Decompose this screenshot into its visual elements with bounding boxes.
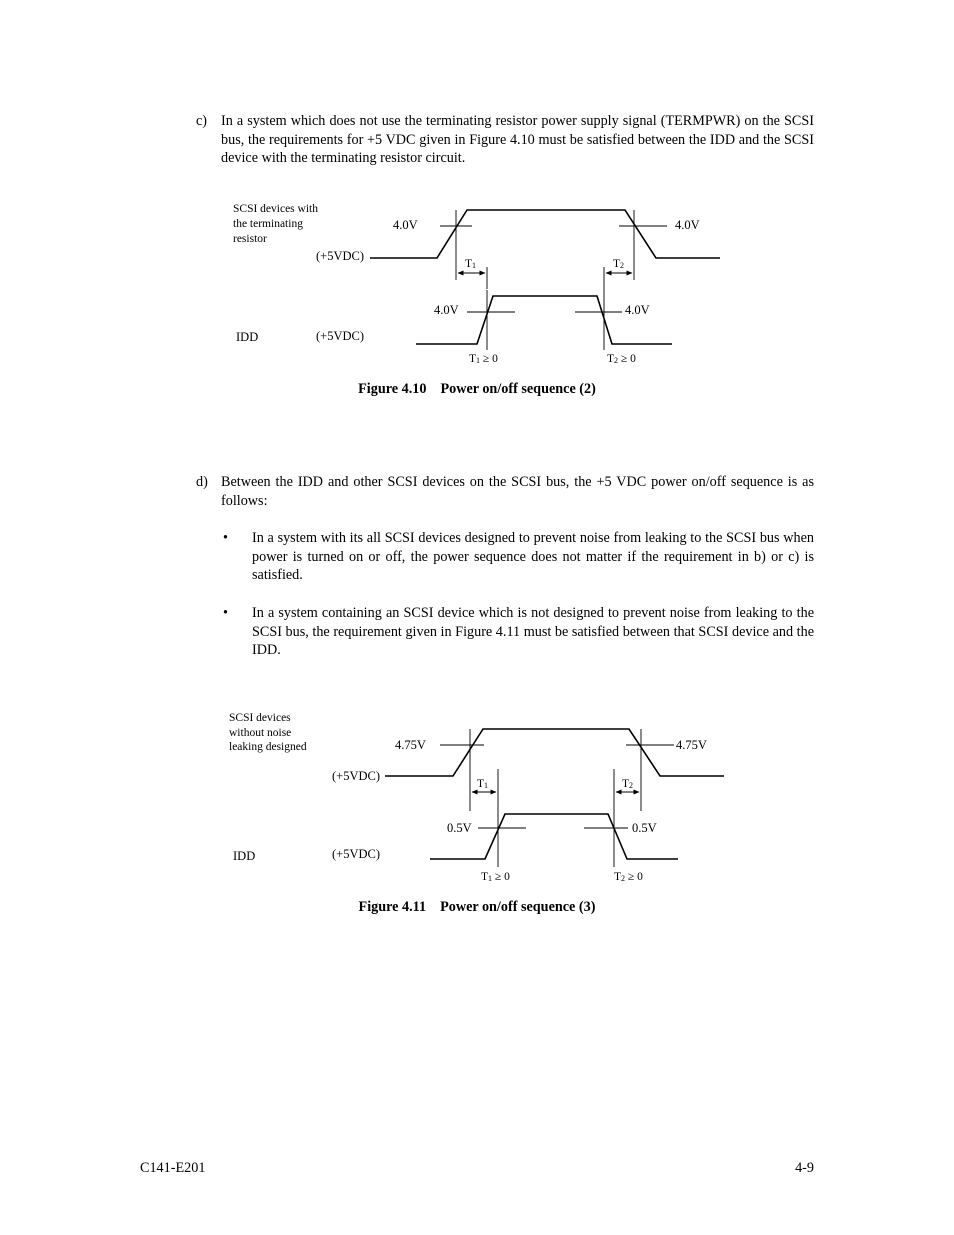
device-label-line-1: SCSI devices	[229, 712, 291, 724]
supply-label-top: (+5VDC)	[332, 769, 381, 783]
device-label-line-2: without noise	[229, 727, 292, 739]
list-marker: c)	[196, 113, 208, 129]
voltage-bottom-right: 4.0V	[625, 303, 650, 317]
footer-page-number: 4-9	[795, 1160, 814, 1176]
t2-condition: T2 ≥ 0	[614, 871, 643, 883]
voltage-bottom-left: 4.0V	[434, 303, 459, 317]
figure-4-11-caption	[0, 899, 954, 916]
bullet-text: In a system containing an SCSI device which is not designed to prevent noise from leaking to the SCSI bus, the requirement given in Figure 4.11 must be satisfied between that SCSI device and the IDD.	[252, 605, 814, 659]
t1-condition: T1 ≥ 0	[481, 871, 510, 883]
list-marker: d)	[196, 474, 208, 490]
signal-terminator-waveform	[370, 210, 720, 258]
voltage-bottom-right: 0.5V	[632, 821, 657, 835]
idd-label: IDD	[233, 849, 256, 863]
voltage-top-left: 4.0V	[393, 218, 418, 232]
caption-number: Figure 4.11	[358, 899, 427, 915]
caption-text: Power on/off sequence (3)	[440, 899, 596, 915]
paragraph-d	[196, 473, 814, 510]
figure-4-11-timing-diagram	[0, 705, 954, 890]
paragraph-c	[196, 112, 814, 168]
idd-label: IDD	[236, 330, 259, 344]
t1-label: T1	[477, 778, 489, 790]
t2-label: T2	[613, 258, 625, 270]
footer-document-id: C141-E201	[140, 1160, 206, 1176]
supply-label-bottom: (+5VDC)	[316, 329, 365, 343]
supply-label-top: (+5VDC)	[316, 249, 365, 263]
voltage-bottom-left: 0.5V	[447, 821, 472, 835]
paragraph-text: In a system which does not use the terminating resistor power supply signal (TERMPWR) on the SCSI bus, the requirements for +5 VDC given in Figure 4.10 must be satisfied between the IDD and the SCSI device with the terminating resistor circuit.	[221, 113, 814, 167]
t2-condition: T2 ≥ 0	[607, 353, 636, 365]
voltage-top-left: 4.75V	[395, 738, 426, 752]
paragraph-text: Between the IDD and other SCSI devices on the SCSI bus, the +5 VDC power on/off sequence is as follows:	[221, 474, 814, 509]
figure-4-10-timing-diagram	[0, 195, 954, 370]
device-label-line-1: SCSI devices with	[233, 203, 318, 215]
device-label-line-3: resistor	[233, 233, 267, 245]
t2-label: T2	[622, 778, 634, 790]
caption-text: Power on/off sequence (2)	[440, 381, 596, 397]
signal-device-waveform	[385, 729, 724, 776]
bullet-item-1	[221, 529, 814, 585]
device-label-line-3: leaking designed	[229, 741, 307, 753]
supply-label-bottom: (+5VDC)	[332, 847, 381, 861]
t1-label: T1	[465, 258, 477, 270]
voltage-top-right: 4.75V	[676, 738, 707, 752]
bullet-marker: •	[223, 605, 228, 621]
bullet-marker: •	[223, 530, 228, 546]
t1-condition: T1 ≥ 0	[469, 353, 498, 365]
bullet-item-2	[221, 604, 814, 660]
bullet-text: In a system with its all SCSI devices designed to prevent noise from leaking to the SCSI bus when power is turned on or off, the power sequence does not matter if the requirement in b) or c) is satisfied.	[252, 530, 814, 584]
caption-number: Figure 4.10	[358, 381, 427, 397]
voltage-top-right: 4.0V	[675, 218, 700, 232]
figure-4-10-caption	[0, 381, 954, 398]
device-label-line-2: the terminating	[233, 218, 303, 230]
